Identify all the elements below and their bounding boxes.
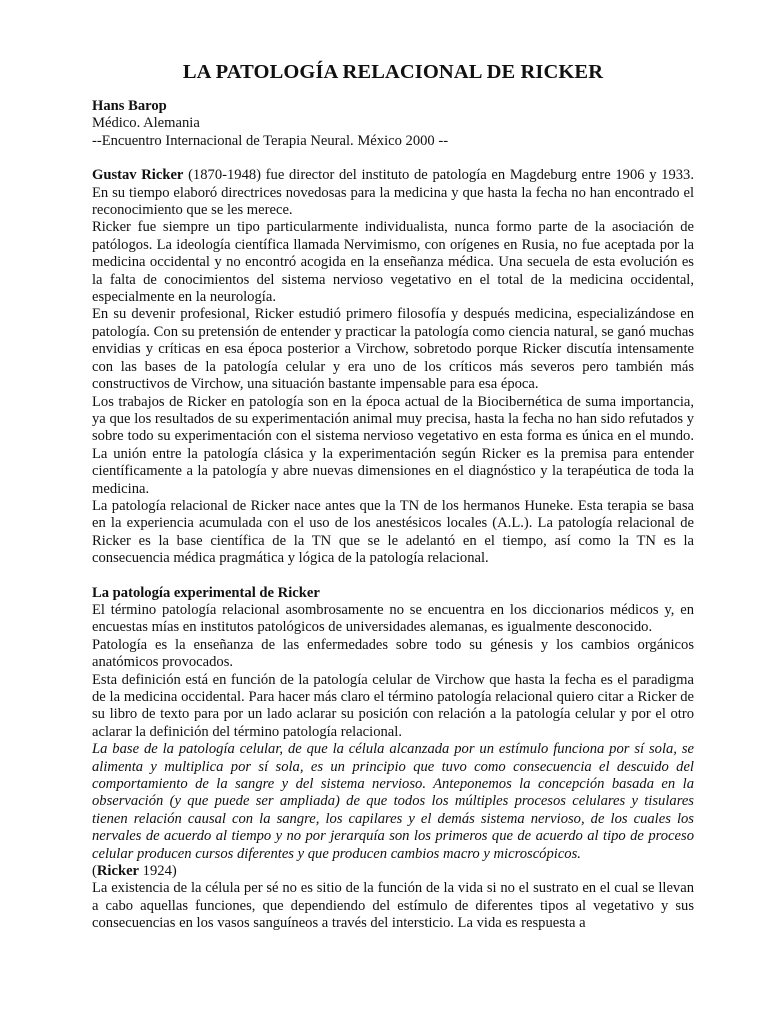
citation-open: ( — [92, 863, 97, 880]
ricker-quote: La base de la patología celular, de que la célula alcanzada por un estímulo funciona por sí sola, se alimenta y multiplica por sí sola, es un principio que tuvo como consecuencia el descuido del comportamiento de la sangre y del sistema nervioso. Anteponemos la concepción basada en la observación (y que puede ser ampliada) de que todos los múltiples procesos celulares y tisulares tienen relación causal con la sangre, los capilares y el demás sistema nervioso, de los cuales los nervales de acuerdo al tiempo y no por jerarquía son los primeros que de acuerdo al tipo de proceso celular producen cursos diferentes y que producen cambios macro y microscópicos. — [92, 741, 694, 862]
document-page — [92, 60, 694, 933]
author-block — [92, 98, 694, 150]
intro-paragraph-2: Ricker fue siempre un tipo particularmente individualista, nunca formo parte de la asociación de patólogos. La ideología científica llamada Nervimismo, con orígenes en Rusia, no fue aceptada por la medicina occidental y no encontró acogida en la enseñanza médica. Una secuela de esta evolución es la falta de conocimientos del sistema nervioso vegetativo en el total de la medicina occidental, especialmente en la neurología. — [92, 219, 694, 306]
intro-paragraph-1 — [92, 167, 694, 219]
spacer — [92, 150, 694, 167]
section-heading: La patología experimental de Ricker — [92, 584, 320, 601]
citation-year: 1924) — [139, 863, 177, 880]
intro-paragraph-5: La patología relacional de Ricker nace antes que la TN de los hermanos Huneke. Esta terapia se basa en la experiencia acumulada con el uso de los anestésicos locales (A.L.). La patología relacional de Ricker es la base científica de la TN que se le adelantó en el tiempo, así como la TN es la consecuencia médica pragmática y lógica de la patología relacional. — [92, 497, 694, 567]
spacer — [92, 568, 694, 585]
person-name: Gustav Ricker — [92, 167, 184, 184]
section-paragraph-2: Patología es la enseñanza de las enfermedades sobre todo su génesis y los cambios orgánicos anatómicos provocados. — [92, 636, 694, 671]
intro-paragraph-3: En su devenir profesional, Ricker estudió primero filosofía y después medicina, especializándose en patología. Con su pretensión de entender y practicar la patología como ciencia natural, se ganó muchas envidias y críticas en esa época posterior a Virchow, sobretodo porque Ricker discutía intensamente con las bases de la patología celular y era uno de los críticos más severos pero también más constructivos de Virchow, una situación bastante impensable para esa época. — [92, 306, 694, 393]
author-role: Médico. Alemania — [92, 115, 200, 132]
quote-citation — [92, 863, 694, 880]
document-title: LA PATOLOGÍA RELACIONAL DE RICKER — [182, 61, 604, 83]
intro-paragraph-4: Los trabajos de Ricker en patología son en la época actual de la Biocibernética de suma importancia, ya que los resultados de su experimentación animal muy precisa, hasta la fecha no han sido refutados y sobre todo su experimentación con el sistema nervioso vegetativo en esta forma es única en el mundo. La unión entre la patología clásica y la experimentación según Ricker es la premisa para entender científicamente a la patología y abre nuevas dimensiones en el diagnóstico y la terapéutica de toda la medicina. — [92, 393, 694, 497]
section-paragraph-3: Esta definición está en función de la patología celular de Virchow que hasta la fecha es el paradigma de la medicina occidental. Para hacer más claro el término patología relacional quiero citar a Ricker de su libro de texto para por un lado aclarar su posición con relación a la patología celular y por el otro aclarar la definición del término patología relacional. — [92, 671, 694, 740]
section-paragraph-1: El término patología relacional asombrosamente no se encuentra en los diccionarios médicos y, en encuestas mías en institutos patológicos de universidades alemanas, es igualmente desconocido. — [92, 601, 694, 636]
section-paragraph-4: La existencia de la célula per sé no es sitio de la función de la vida si no el sustrato en el cual se llevan a cabo aquellas funciones, que dependiendo del estímulo de diferentes tipos al vegetativo y sus consecuencias en los vasos sanguíneos a través del intersticio. La vida es respuesta a — [92, 880, 694, 932]
citation-author: Ricker — [96, 863, 140, 880]
author-name: Hans Barop — [92, 98, 167, 114]
intro-paragraph-1-text: (1870-1948) fue director del instituto de patología en Magdeburg entre 1906 y 1933. En su tiempo elaboró directrices novedosas para la medicina y que hasta la fecha no han encontrado el reconocimiento que se les merece. — [92, 167, 694, 219]
author-event: --Encuentro Internacional de Terapia Neural. México 2000 -- — [92, 132, 449, 149]
